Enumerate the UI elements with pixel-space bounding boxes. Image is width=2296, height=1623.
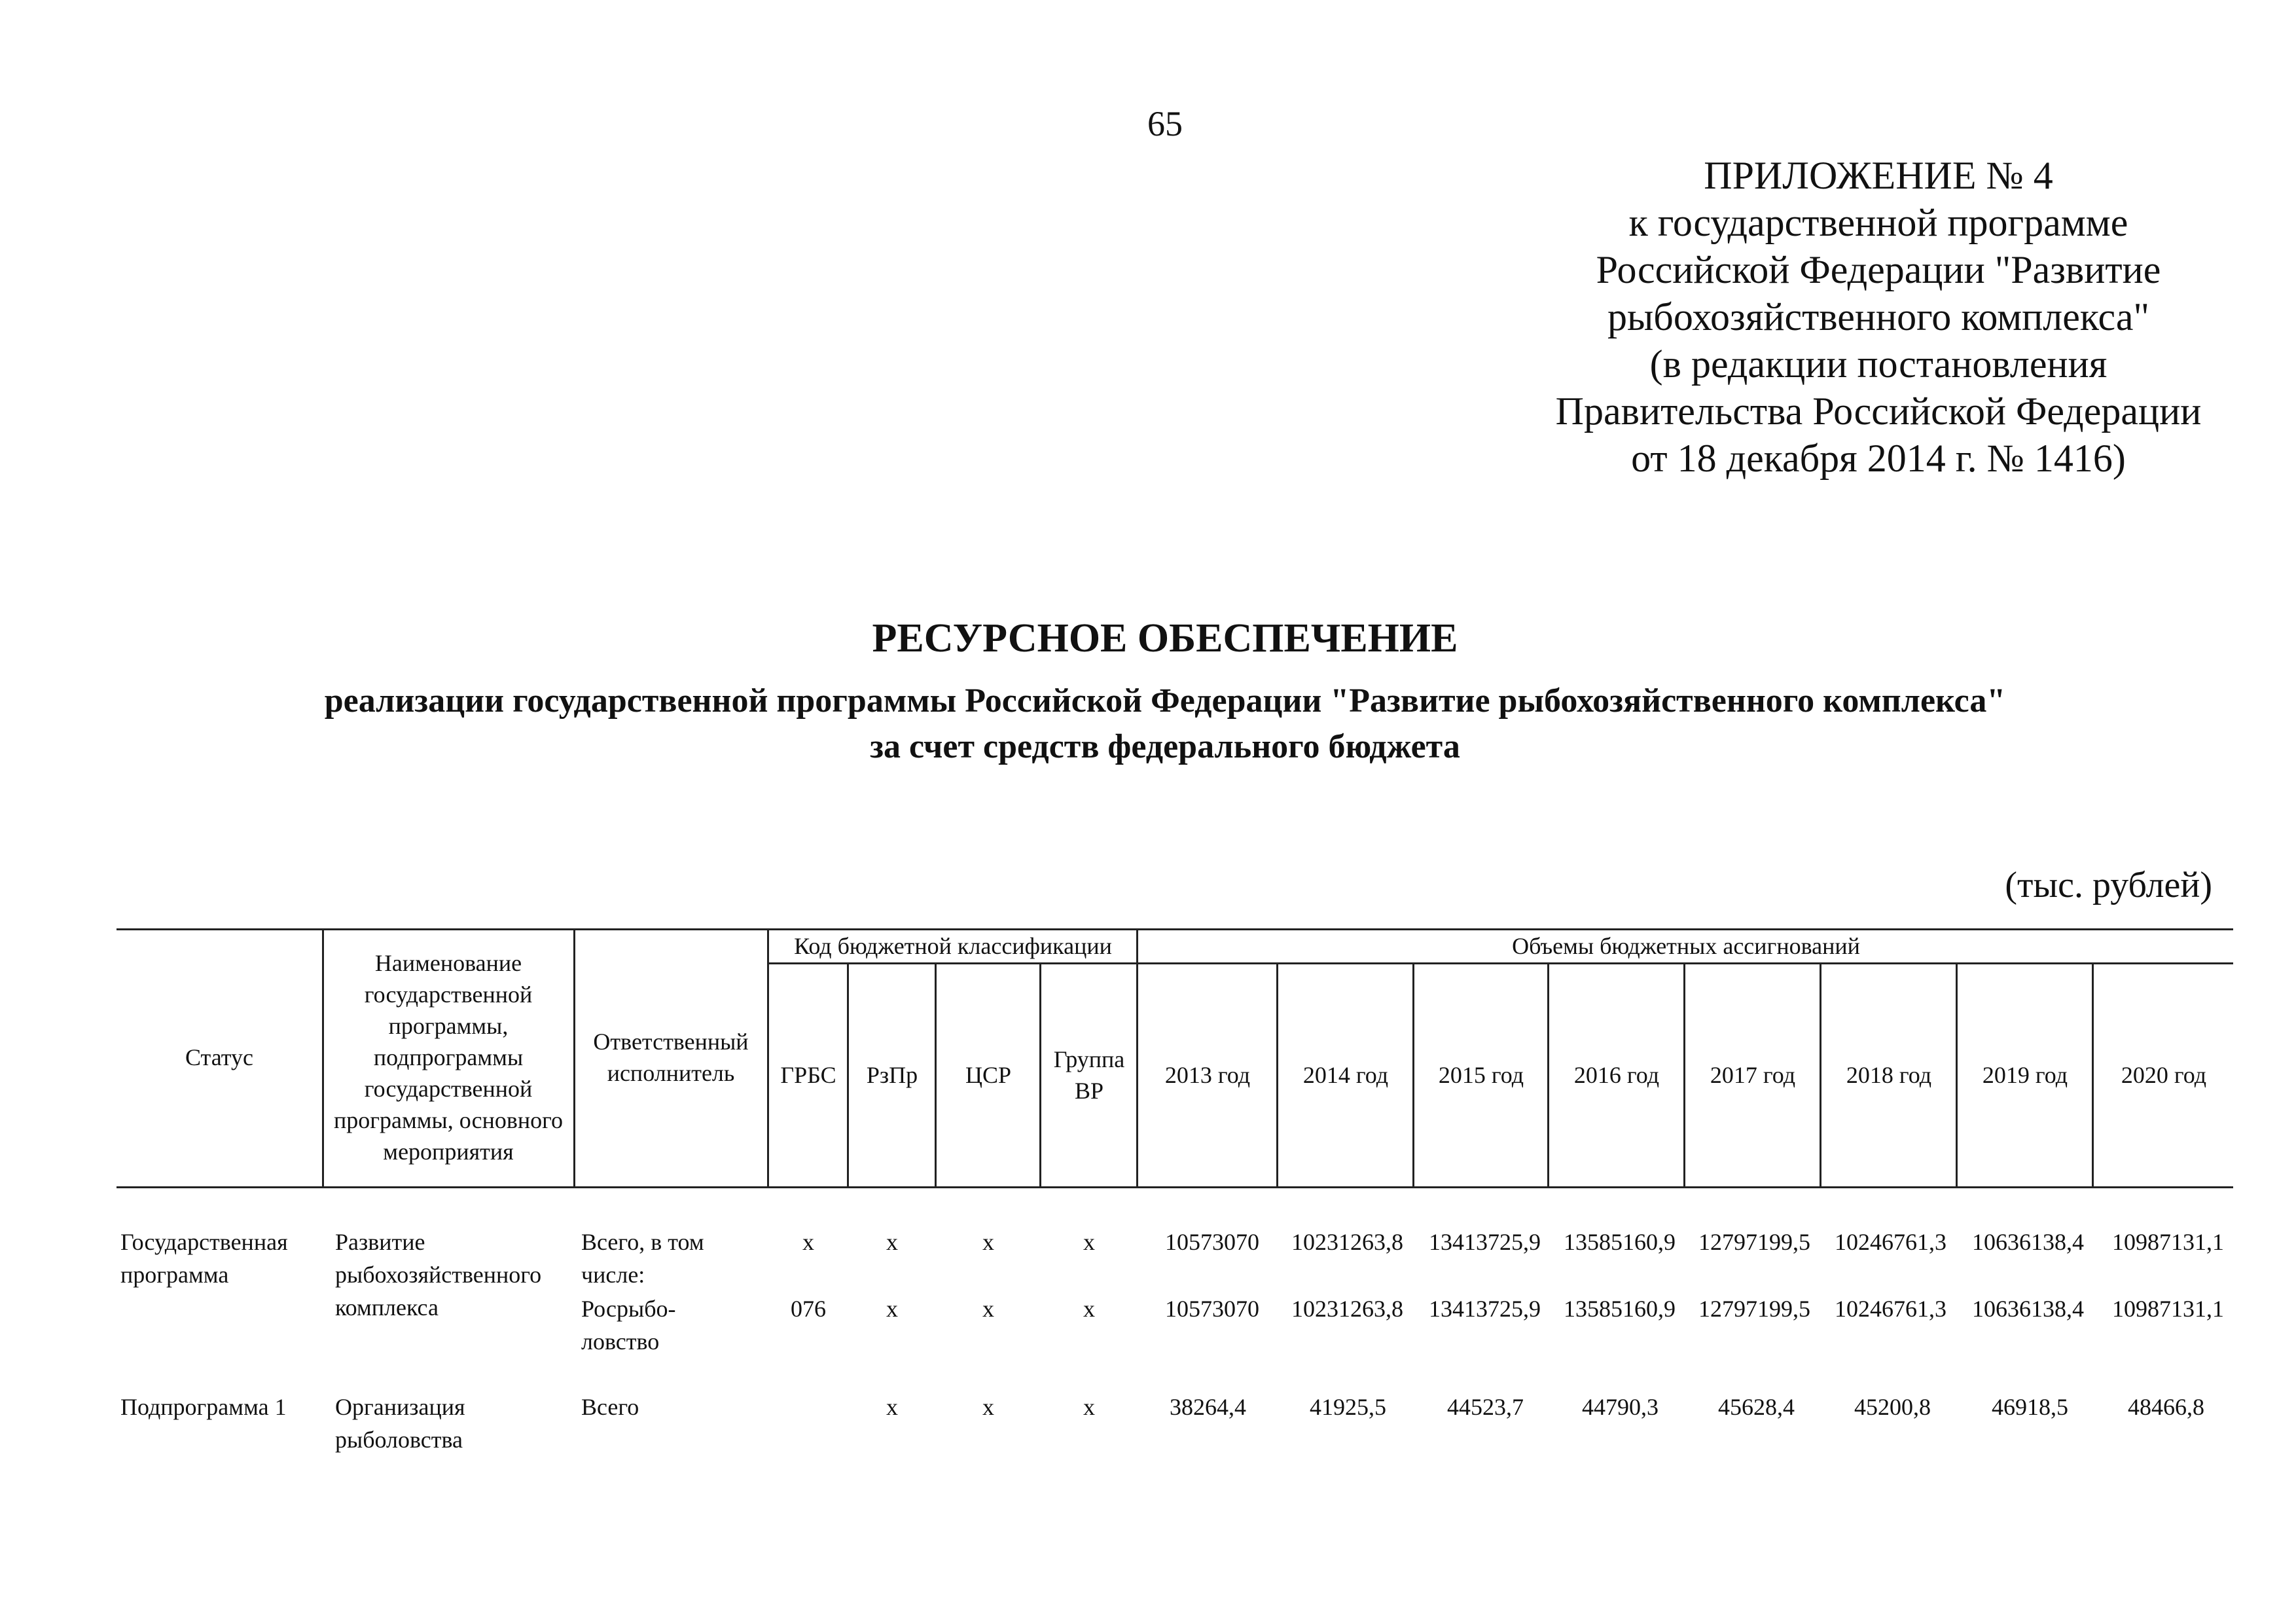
appendix-line: к государственной программе — [1628, 201, 2128, 244]
col-divider — [935, 962, 937, 1186]
cell-executor: Росрыбо-ловство — [581, 1296, 676, 1355]
col-divider — [573, 928, 575, 1186]
header-year: 2013 год — [1164, 1062, 1251, 1088]
cell-value: 45628,4 — [1718, 1394, 1795, 1420]
cell-value: 12797199,5 — [1698, 1229, 1810, 1255]
cell-group-vr: x — [1083, 1394, 1095, 1420]
cell-grbs: x — [802, 1229, 814, 1255]
appendix-block — [1492, 152, 2265, 482]
cell-value: 41925,5 — [1310, 1394, 1386, 1420]
page-number: 65 — [1147, 104, 1183, 143]
cell-value: 13413725,9 — [1429, 1296, 1541, 1322]
appendix-line: (в редакции постановления — [1649, 342, 2108, 386]
subtitle-line-1: реализации государственной программы Российской Федерации "Развитие рыбохозяйственного комплекса" — [324, 682, 2006, 720]
header-rzpr: РзПр — [866, 1062, 918, 1088]
appendix-line: ПРИЛОЖЕНИЕ № 4 — [1704, 154, 2053, 197]
appendix-line: рыбохозяйственного комплекса" — [1607, 295, 2150, 338]
header-grbs: ГРБС — [780, 1062, 836, 1088]
cell-group-vr: x — [1083, 1296, 1095, 1322]
cell-value: 10636138,4 — [1972, 1296, 2084, 1322]
unit-label: (тыс. рублей) — [2005, 865, 2212, 905]
cell-executor: Всего — [581, 1394, 639, 1420]
cell-value: 13413725,9 — [1429, 1229, 1541, 1255]
cell-value: 10231263,8 — [1291, 1229, 1403, 1255]
cell-value: 10987131,1 — [2112, 1296, 2224, 1322]
cell-value: 10231263,8 — [1291, 1296, 1403, 1322]
header-year: 2017 год — [1710, 1062, 1796, 1088]
header-csr: ЦСР — [965, 1062, 1012, 1088]
document-subtitle — [0, 678, 2296, 770]
col-divider — [1683, 962, 1685, 1186]
cell-value: 10573070 — [1165, 1229, 1259, 1255]
header-year: 2016 год — [1573, 1062, 1660, 1088]
cell-csr: x — [982, 1229, 994, 1255]
cell-name: Развитие рыбохозяйственного комплекса — [335, 1229, 542, 1321]
header-year: 2020 год — [2121, 1062, 2207, 1088]
cell-executor: Всего, в том числе: — [581, 1229, 704, 1288]
header-bottom-rule — [117, 1186, 2233, 1188]
col-divider — [1276, 962, 1278, 1186]
cell-value: 10246761,3 — [1835, 1229, 1946, 1255]
col-divider — [322, 928, 324, 1186]
header-year: 2014 год — [1302, 1062, 1389, 1088]
header-executor: Ответственный исполнитель — [593, 1029, 749, 1086]
cell-status: Подпрограмма 1 — [120, 1394, 287, 1420]
document-title: РЕСУРСНОЕ ОБЕСПЕЧЕНИЕ — [872, 616, 1458, 661]
col-divider — [1547, 962, 1549, 1186]
appendix-line: Российской Федерации "Развитие — [1596, 248, 2161, 291]
cell-csr: x — [982, 1394, 994, 1420]
header-year: 2018 год — [1846, 1062, 1932, 1088]
col-divider — [1039, 962, 1041, 1186]
cell-rzpr: x — [886, 1394, 898, 1420]
header-volumes: Объемы бюджетных ассигнований — [1512, 933, 1860, 959]
col-divider — [847, 962, 849, 1186]
header-name: Наименование государственной программы, подпрограммы государственной программы, основного мероприятия — [333, 950, 564, 1165]
col-divider — [1820, 962, 1821, 1186]
col-divider — [1412, 962, 1414, 1186]
cell-rzpr: x — [886, 1229, 898, 1255]
cell-csr: x — [982, 1296, 994, 1322]
cell-value: 13585160,9 — [1564, 1229, 1676, 1255]
header-budget-code: Код бюджетной классификации — [794, 933, 1112, 959]
col-divider — [1956, 962, 1958, 1186]
cell-value: 10573070 — [1165, 1296, 1259, 1322]
cell-group-vr: x — [1083, 1229, 1095, 1255]
cell-value: 10987131,1 — [2112, 1229, 2224, 1255]
cell-value: 13585160,9 — [1564, 1296, 1676, 1322]
cell-value: 48466,8 — [2128, 1394, 2204, 1420]
cell-grbs: 076 — [791, 1296, 826, 1322]
cell-value: 44523,7 — [1447, 1394, 1524, 1420]
cell-value: 12797199,5 — [1698, 1296, 1810, 1322]
header-group-vr: Группа ВР — [1053, 1046, 1125, 1104]
subheader-rule — [767, 962, 2233, 964]
cell-name: Организация рыболовства — [335, 1394, 465, 1453]
cell-value: 10246761,3 — [1835, 1296, 1946, 1322]
col-divider — [2092, 962, 2094, 1186]
col-divider — [767, 928, 769, 1186]
header-year: 2015 год — [1438, 1062, 1524, 1088]
appendix-line: Правительства Российской Федерации — [1555, 390, 2202, 433]
cell-rzpr: x — [886, 1296, 898, 1322]
cell-value: 38264,4 — [1170, 1394, 1246, 1420]
appendix-line: от 18 декабря 2014 г. № 1416) — [1631, 437, 2126, 480]
header-year: 2019 год — [1982, 1062, 2068, 1088]
subtitle-line-2: за счет средств федерального бюджета — [870, 728, 1460, 765]
header-status: Статус — [185, 1044, 253, 1070]
cell-value: 46918,5 — [1992, 1394, 2068, 1420]
col-divider — [1136, 928, 1138, 1186]
cell-value: 10636138,4 — [1972, 1229, 2084, 1255]
cell-status: Государственная программа — [120, 1229, 288, 1288]
cell-value: 44790,3 — [1582, 1394, 1659, 1420]
cell-value: 45200,8 — [1854, 1394, 1931, 1420]
